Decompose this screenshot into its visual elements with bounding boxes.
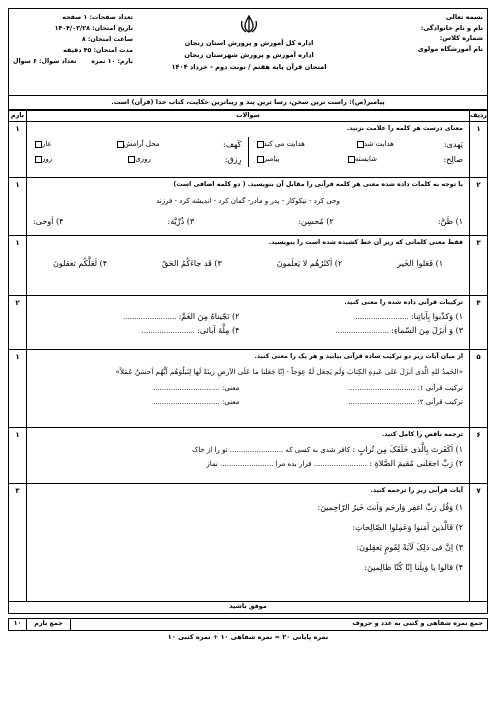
q1-option: روز bbox=[42, 155, 53, 163]
question-row-5 bbox=[9, 350, 488, 428]
q6-item bbox=[33, 443, 463, 457]
question-row-6 bbox=[9, 428, 488, 484]
q1-word: صالِح: bbox=[443, 155, 463, 164]
q1-option: روزی bbox=[135, 155, 151, 163]
total-score-value: ۱۰ bbox=[9, 619, 27, 631]
table-header-row bbox=[9, 111, 488, 122]
q5-label: ترکیب قرآنی ۲: bbox=[417, 398, 463, 406]
question-score: ۲ bbox=[9, 296, 27, 350]
question-row-7 bbox=[9, 484, 488, 602]
question-score: ۱ bbox=[9, 178, 27, 236]
total-score-label: جمع بارم bbox=[27, 619, 71, 631]
header-score-count bbox=[13, 56, 133, 67]
header-exam-info bbox=[13, 12, 133, 67]
q7-item: ۴) قالوا یا وَیلَنا اِنّا کُنّا ظالِمینَ: bbox=[364, 563, 463, 572]
question-score: ۱ bbox=[9, 350, 27, 428]
closing-row bbox=[9, 602, 488, 614]
col-header-score: بارم bbox=[9, 111, 27, 122]
question-body: ترکیبات قرآنی داده شده را معنی کنید. ۱) وَکذّبوا بِآیاتِنا: ........................ ۲) نَجّیناهُ مِنَ الغَمِّ: ........................ ۳) وَ اَنزَلَ مِنَ السّماءِ: ........................ ۴) مِلَّةَ آبائی: ........................ bbox=[27, 296, 470, 350]
question-number: ۳ bbox=[470, 236, 488, 296]
header-pages: تعداد صفحات: ۱ صفحه bbox=[62, 14, 133, 21]
q2-word-bank: وحی کرد - نیکوکار - پدر و مادر- گمان کرد - اندیشه کرد - فرزند bbox=[156, 197, 340, 205]
header-class-number: شماره کلاس: bbox=[439, 34, 483, 42]
q1-word: یَهدی: bbox=[443, 140, 463, 149]
q1-word: کَهف: bbox=[223, 140, 242, 149]
question-body bbox=[27, 428, 470, 484]
header-city-office: اداره آموزش و پرورش شهرستان زنجان bbox=[184, 51, 314, 59]
closing-message: موفق باشید bbox=[9, 602, 488, 614]
q4-item: ۳) وَ اَنزَلَ مِنَ السّماءِ: bbox=[391, 326, 463, 335]
question-score: ۱ bbox=[9, 428, 27, 484]
col-header-questions: سوالات bbox=[27, 111, 470, 122]
question-title: با توجه به کلمات داده شده معنی هر کلمه قرآنی را مقابل آن بنویسید. ( دو کلمه اضافی است) bbox=[173, 181, 463, 188]
q7-item: ۲) فَالَّذینَ آمَنوا وَعَمِلوا الصّالِحاتِ: bbox=[352, 523, 463, 532]
checkbox[interactable] bbox=[348, 156, 355, 163]
q5-verse: «الحَمدُ للهِ الَّذی اَنزَلَ عَلی عَبدِهِ الکِتابَ وَلَم یَجعَل لَهُ عِوَجاً - اِنّا جَعَلنا ما عَلَی الاَرضِ زینَةً لَها لِنَبلُوَهُم اَیُّهُم اَحسَنُ عَمَلاً» bbox=[115, 367, 463, 376]
question-body bbox=[27, 484, 470, 602]
checkbox[interactable] bbox=[257, 141, 264, 148]
question-title: ترکیبات قرآنی داده شده را معنی کنید. bbox=[344, 299, 463, 306]
q7-item: ۱) وَقُل رَبِّ اغفِر وَارحَم وَاَنتَ خَیرُ الرّاحِمینَ: bbox=[317, 503, 463, 512]
header-center bbox=[159, 13, 339, 73]
question-row-4 bbox=[9, 296, 488, 350]
header-school-name: نام آموزشگاه مولوی bbox=[417, 44, 483, 53]
exam-sheet bbox=[8, 8, 488, 641]
exam-header bbox=[8, 8, 488, 96]
question-score: ۳ bbox=[9, 484, 27, 602]
q4-item: ۱) وَکذّبوا بِآیاتِنا: bbox=[410, 312, 463, 321]
header-exam-title: امتحان قرآن پایه هفتم / نوبت دوم - خرداد ۱۴۰۴ bbox=[171, 63, 327, 71]
questions-table bbox=[8, 110, 488, 614]
q1-option: غار bbox=[42, 140, 52, 148]
header-bismillah: بسمه تعالی bbox=[445, 13, 483, 21]
q3-item: ۳) قَد جاءَکُمُ الحَقّ bbox=[161, 259, 222, 268]
checkbox[interactable] bbox=[257, 156, 264, 163]
q1-row-1-right bbox=[255, 137, 464, 152]
q6-item bbox=[33, 457, 463, 471]
q5-label: معنی: bbox=[221, 398, 240, 406]
question-body bbox=[27, 178, 470, 236]
q1-word: رِزق: bbox=[224, 155, 242, 164]
question-number: ۵ bbox=[470, 350, 488, 428]
header-date: تاریخ امتحان: ۱۴۰۴/۰۳/۲۸ bbox=[54, 25, 133, 32]
q3-item: ۱) فَعَلوا الخَیر bbox=[397, 259, 443, 268]
question-title: فقط معنی کلماتی که زیر آن خط کشیده شده است را بنویسید. bbox=[268, 239, 463, 246]
q2-item: ۱) ظَنَّ: bbox=[437, 217, 463, 226]
q2-item: ۳) ذُرِّیَّة: bbox=[167, 217, 195, 226]
header-student-name: نام و نام خانوادگی: bbox=[420, 23, 483, 32]
header-score: بارم: ۱۰ نمره bbox=[91, 58, 133, 65]
q6-arabic: ۲) رَبِّ اجعَلنی مُقیمَ الصَّلاةِ : bbox=[369, 459, 463, 468]
question-body bbox=[27, 236, 470, 296]
q1-option: پیامبر bbox=[263, 155, 280, 163]
header-duration: مدت امتحان: ۴۵ دقیقه bbox=[63, 47, 133, 54]
question-title: معنای درست هر کلمه را علامت بزنید. bbox=[346, 125, 463, 132]
question-number: ۴ bbox=[470, 296, 488, 350]
question-row-1 bbox=[9, 122, 488, 178]
q3-items bbox=[33, 256, 463, 271]
q1-option: هدایت می کند bbox=[263, 140, 305, 148]
question-title: آیات قرآنی زیر را ترجمه کنید. bbox=[370, 487, 463, 494]
question-row-2 bbox=[9, 178, 488, 236]
question-title: از میان آیات زیر دو ترکیب ساده قرآنی بیابید و هر یک را معنی کنید. bbox=[254, 353, 463, 360]
question-number: ۲ bbox=[470, 178, 488, 236]
q2-item: ۴) اَوحی: bbox=[33, 217, 64, 226]
q1-row-2-left bbox=[33, 152, 242, 167]
iran-emblem-icon bbox=[238, 13, 260, 35]
q1-row-1-left bbox=[33, 137, 242, 152]
totals-row bbox=[9, 619, 488, 631]
col-header-number: ردیف bbox=[470, 111, 488, 122]
question-score: ۱ bbox=[9, 236, 27, 296]
q2-item: ۲) مُحسِن: bbox=[298, 217, 334, 226]
question-number: ۶ bbox=[470, 428, 488, 484]
question-row-3 bbox=[9, 236, 488, 296]
question-score: ۱ bbox=[9, 122, 27, 178]
q1-option: هدایت شد bbox=[363, 140, 394, 148]
q6-persian: کافر شدی به کسی که ........................ تو را از خاک bbox=[191, 446, 351, 454]
hadith-motto: پیامبر(ص): راست ترین سخن، رسا ترین پند و زیباترین حکایت، کتاب خدا (قرآن) است. bbox=[8, 96, 488, 110]
question-number: ۷ bbox=[470, 484, 488, 602]
checkbox[interactable] bbox=[117, 141, 124, 148]
q1-option: شایسته bbox=[354, 155, 377, 163]
header-time: ساعت امتحان: ۸ bbox=[81, 36, 133, 43]
question-body bbox=[27, 122, 470, 178]
q7-item: ۳) اِنَّ فی ذلِکَ لَآیَةً لِقَومٍ یَعقِلونَ: bbox=[356, 543, 463, 552]
q3-item: ۲) اَکثَرُهُم لا یَعلَمونَ bbox=[276, 259, 343, 268]
checkbox[interactable] bbox=[357, 141, 364, 148]
header-province-office: اداره کل آموزش و پرورش استان زنجان bbox=[184, 39, 314, 47]
question-body: از میان آیات زیر دو ترکیب ساده قرآنی بیابید و هر یک را معنی کنید. «الحَمدُ للهِ الَّذی اَنزَلَ عَلی عَبدِهِ الکِتابَ وَلَم یَجعَل لَهُ عِوَجاً - اِنّا جَعَلنا ما عَلَی الاَرضِ زینَةً لَها لِنَبلُوَهُم اَیُّهُم اَحسَنُ عَمَلاً» ترکیب قرآنی ۱: .............................. معنی: .............................. ترکیب قرآنی ۲: .............................. معنی: .............................. bbox=[27, 350, 470, 428]
question-number: ۱ bbox=[470, 122, 488, 178]
q5-label: ترکیب قرآنی ۱: bbox=[417, 384, 463, 392]
q5-label: معنی: bbox=[221, 384, 240, 392]
header-count: تعداد سوال: ۶ سوال bbox=[13, 58, 77, 65]
header-student-info bbox=[343, 12, 483, 54]
q4-item: ۴) مِلَّةَ آبائی: bbox=[197, 326, 240, 335]
q1-row-2-right bbox=[255, 152, 464, 167]
q6-persian: ........................ قرار بده مرا ........................ نماز bbox=[206, 460, 368, 468]
q4-item: ۲) نَجّیناهُ مِنَ الغَمِّ: bbox=[178, 312, 240, 321]
q2-items bbox=[33, 214, 463, 229]
question-title: ترجمه ناقص را کامل کنید. bbox=[381, 431, 463, 438]
checkbox[interactable] bbox=[35, 156, 42, 163]
q6-arabic: ۱) اَکَفَرتَ بِالَّذی خَلَقَکَ مِن تُرابٍ : bbox=[352, 445, 463, 454]
totals-label: جمع نمره شفاهی و کتبی به عدد و حروف bbox=[71, 619, 488, 631]
q1-option: محل آرامش bbox=[123, 140, 160, 148]
totals-table bbox=[8, 618, 488, 631]
final-score-note: نمره پایانی ۲۰ = نمره شفاهی ۱۰ + نمره کتبی ۱۰ bbox=[167, 633, 329, 641]
q3-item: ۴) لَعَلَّکُم تعقلونَ bbox=[53, 259, 108, 268]
checkbox[interactable] bbox=[35, 141, 42, 148]
